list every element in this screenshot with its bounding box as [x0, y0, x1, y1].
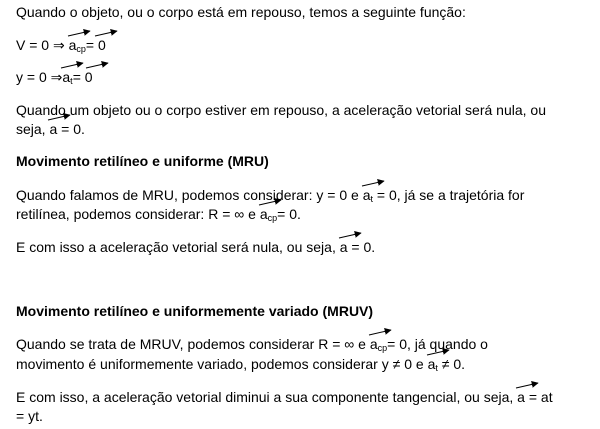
mruv-line-1: Quando se trata de MRUV, podemos considerar R = ∞ e $a_{cp}= 0$, já quando o	[16, 336, 488, 353]
vector-arrow-icon	[369, 329, 393, 337]
vector-zero: = 0	[73, 69, 93, 85]
mruv-conclusion-line-1: E com isso, a aceleração vetorial diminui a sua componente tangencial, ou seja, a = at	[16, 389, 553, 405]
vector-a-t: $a_t$	[62, 69, 72, 86]
eq-text: V = 0 ⇒	[16, 37, 69, 53]
vector-a: a	[340, 239, 348, 255]
heading-mruv: Movimento retilíneo e uniformemente variado (MRUV)	[16, 303, 374, 319]
vector-arrow-icon	[427, 349, 451, 357]
vector-arrow-icon	[72, 62, 96, 70]
mruv-line-2: movimento é uniformemente variado, podemos considerar y ≠ 0 e $a_t \ne 0$.	[16, 356, 465, 373]
equation-velocity-line	[16, 37, 106, 54]
mruv-conclusion-line-2: = yt.	[16, 408, 43, 424]
heading-mru: Movimento retilíneo e uniforme (MRU)	[16, 153, 269, 169]
vector-a: a	[49, 121, 57, 137]
rest-intro-line: Quando o objeto, ou o corpo está em repouso, temos a seguinte função:	[16, 4, 466, 20]
eq-text: y = 0 ⇒	[16, 69, 63, 85]
vector-arrow-icon	[339, 232, 363, 240]
vector-a-cp: $a_{cp}$	[69, 37, 86, 54]
mru-conclusion-line: E com isso a aceleração vetorial será nula, ou seja, a = 0.	[16, 239, 375, 255]
vector-arrow-icon	[85, 30, 109, 38]
vector-a-t: $a_t$	[428, 356, 438, 373]
vector-a: a	[517, 389, 525, 405]
equation-y-line	[16, 69, 93, 86]
vector-a-cp: $a_{cp}$	[260, 206, 277, 223]
rest-explain-line-1: Quando um objeto ou o corpo estiver em repouso, a aceleração vetorial será nula, ou	[16, 102, 546, 118]
vector-arrow-icon	[516, 382, 540, 390]
rest-explain-line-2: seja, a = 0.	[16, 121, 85, 137]
mru-line-1: Quando falamos de MRU, podemos considerar: y = 0 e $a_t = 0$, já se a trajetória for	[16, 187, 524, 204]
vector-arrow-icon	[48, 114, 72, 122]
vector-a-t: $a_t$	[363, 187, 373, 204]
vector-arrow-icon	[362, 180, 386, 188]
vector-arrow-icon	[259, 199, 283, 207]
vector-zero: = 0	[86, 37, 106, 53]
mru-line-2: retilínea, podemos considerar: R = ∞ e $a_{cp}= 0$.	[16, 206, 301, 223]
vector-a-cp: $a_{cp}$	[370, 336, 387, 353]
